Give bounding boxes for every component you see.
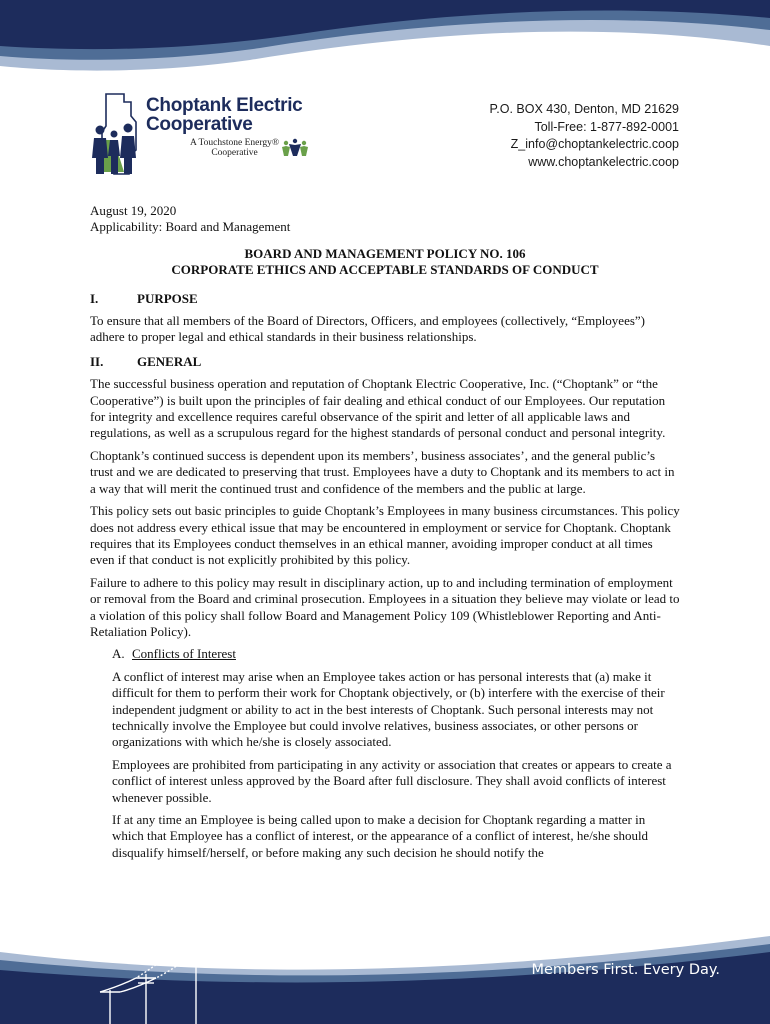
logo-name-line2: Cooperative <box>146 114 253 135</box>
policy-body <box>90 203 680 867</box>
policy-title-line2: CORPORATE ETHICS AND ACCEPTABLE STANDARDS OF CONDUCT <box>171 262 599 278</box>
conflicts-paragraph-3: If at any time an Employee is being called upon to make a decision for Choptank regarding a matter in which that Employee has a conflict of interest, or the appearance of a conflict of interest, he/she should disqualify himself/herself, or before making any such decision he should notify the <box>112 812 649 860</box>
touchstone-line1: A Touchstone Energy® <box>190 138 280 148</box>
contact-website[interactable]: www.choptankelectric.coop <box>528 154 679 169</box>
touchstone-line2: Cooperative <box>211 148 258 158</box>
document-applicability: Applicability: Board and Management <box>90 219 291 235</box>
general-paragraph-4: Failure to adhere to this policy may result in disciplinary action, up to and including termination of employment or removal from the Board and criminal prosecution. Employees in a situation they believe may violate or lead to a violation of this policy shall follow Board and Management Policy 109 (Whistleblower Reporting and Anti-Retaliation Policy). <box>90 574 680 639</box>
touchstone-tagline <box>190 138 279 158</box>
contact-address: P.O. BOX 430, Denton, MD 21629 <box>489 102 679 116</box>
contact-phone: Toll-Free: 1-877-892-0001 <box>534 119 679 134</box>
utility-poles-icon <box>90 930 230 1024</box>
section-heading: GENERAL <box>137 353 202 369</box>
contact-email[interactable]: Z_info@choptankelectric.coop <box>510 137 679 151</box>
subsection-conflicts-heading <box>90 646 680 662</box>
document-meta <box>90 203 680 236</box>
general-paragraph-1: The successful business operation and reputation of Choptank Electric Cooperative, Inc. (“Choptank” or “the Cooperative”) is built upon the principles of fair dealing and ethical conduct of our Employees. Our reputation for integrity and excellence requires careful observance of the spirit and letter of all applicable laws and regulations, as well as a scrupulous regard for the highest standards of personal conduct and personal integrity. <box>90 376 666 441</box>
section-number: I. <box>90 290 99 306</box>
general-paragraph-2: Choptank’s continued success is dependent upon its members’, business associates’, and the general public’s trust and we are dedicated to preserving that trust. Employees have a duty to Choptank and its members to act in a way that will merit the continued trust and confidence of the members and the public at large. <box>90 447 675 496</box>
contact-block <box>490 101 679 171</box>
footer-slogan: Members First. Every Day. <box>531 962 720 978</box>
touchstone-figures-icon <box>280 136 310 160</box>
general-paragraph-3: This policy sets out basic principles to guide Choptank’s Employees in many business circumstances. This policy does not address every ethical issue that may be encountered in employment or service for Choptank. Choptank requires that its Employees conduct themselves in an ethical manner, avoiding improper conduct at all times even if that conduct is not explicitly prohibited by this policy. <box>90 503 680 568</box>
logo-name-line1: Choptank Electric <box>146 95 303 116</box>
header-banner <box>0 0 770 80</box>
section-purpose-heading <box>90 291 680 307</box>
section-heading: PURPOSE <box>137 290 198 306</box>
logo-wordmark <box>146 96 302 134</box>
subsection-letter: A. <box>112 646 125 662</box>
policy-title <box>90 246 680 279</box>
document-date: August 19, 2020 <box>90 203 177 218</box>
choptank-logo <box>84 92 314 176</box>
policy-title-line1: BOARD AND MANAGEMENT POLICY NO. 106 <box>244 245 526 261</box>
section-general-heading <box>90 354 680 370</box>
conflicts-paragraph-2: Employees are prohibited from participating in any activity or association that creates or appears to create a conflict of interest unless approved by the Board after full disclosure. They shall avoid conflicts of interest whenever possible. <box>112 756 672 805</box>
family-silhouette-icon <box>84 92 144 176</box>
section-number: II. <box>90 353 104 369</box>
conflicts-paragraph-1: A conflict of interest may arise when an Employee takes action or has personal interests that (a) make it difficult for them to perform their work for Choptank objectively, or (b) interfere with the exercise of their independent judgment or ability to act in the best interests of Choptank. Such personal interests may not technically involve the Employee but could involve relatives, business associates, or other persons or organizations with which he/she is closely associated. <box>112 668 665 750</box>
purpose-paragraph: To ensure that all members of the Board of Directors, Officers, and employees (collectively, “Employees”) adhere to proper legal and ethical standards in their business relationships. <box>90 313 646 345</box>
subsection-heading: Conflicts of Interest <box>132 646 236 662</box>
